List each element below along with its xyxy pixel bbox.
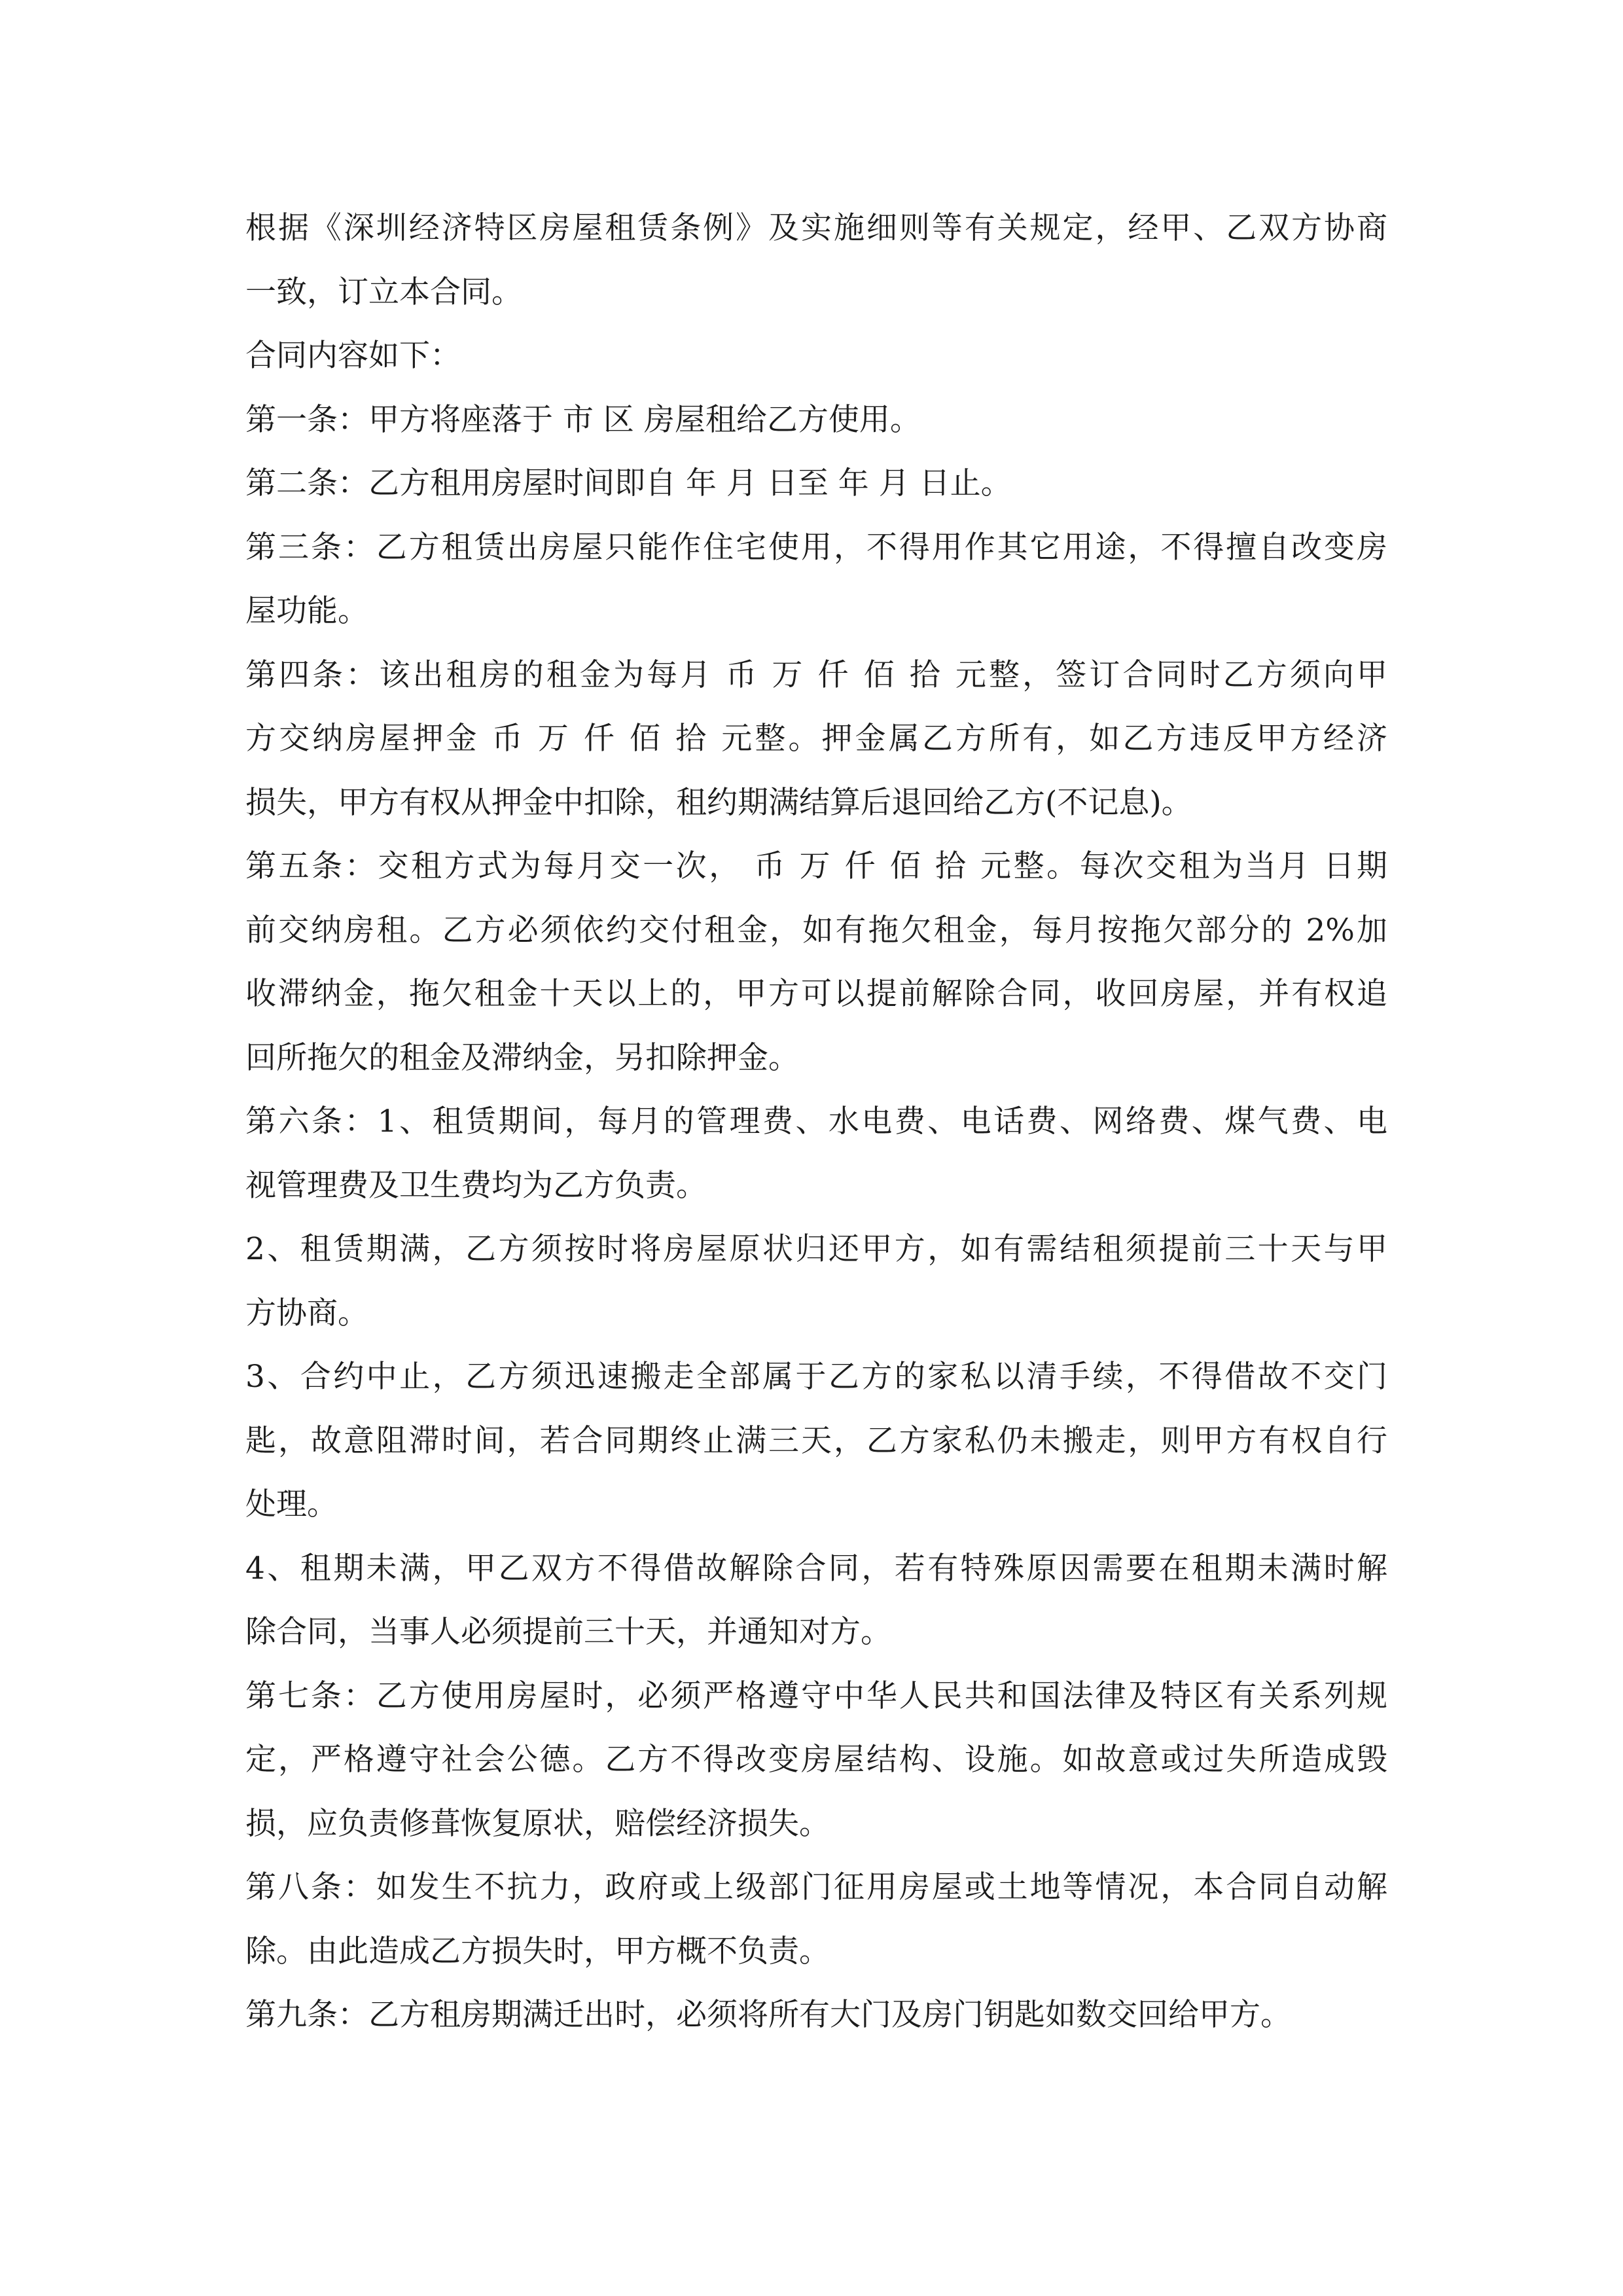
paragraph-line: 一致，订立本合同。 (245, 274, 522, 310)
paragraph-line: 屋功能。 (245, 593, 368, 629)
contract-paragraph (245, 1983, 1387, 2047)
paragraph-line: 收滞纳金，拖欠租金十天以上的，甲方可以提前解除合同，收回房屋，并有权追 (245, 976, 1387, 1012)
paragraph-line: 根据《深圳经济特区房屋租赁条例》及实施细则等有关规定，经甲、乙双方协商 (245, 210, 1387, 246)
contract-paragraph (245, 834, 1387, 1090)
contract-paragraph (245, 1345, 1387, 1537)
contract-paragraph (245, 1664, 1387, 1856)
contract-paragraph (245, 324, 1387, 388)
paragraph-line: 方协商。 (245, 1295, 368, 1331)
paragraph-line: 处理。 (245, 1486, 338, 1522)
paragraph-line: 定，严格遵守社会公德。乙方不得改变房屋结构、设施。如故意或过失所造成毁 (245, 1742, 1387, 1778)
paragraph-line: 回所拖欠的租金及滞纳金，另扣除押金。 (245, 1039, 799, 1076)
paragraph-line: 第三条：乙方租赁出房屋只能作住宅使用，不得用作其它用途，不得擅自改变房 (245, 529, 1387, 565)
contract-paragraph (245, 643, 1387, 835)
paragraph-line: 除合同，当事人必须提前三十天，并通知对方。 (245, 1614, 891, 1650)
paragraph-line: 除。由此造成乙方损失时，甲方概不负责。 (245, 1933, 830, 1969)
paragraph-line: 匙，故意阻滞时间，若合同期终止满三天，乙方家私仍未搬走，则甲方有权自行 (245, 1422, 1387, 1459)
contract-paragraph (245, 388, 1387, 452)
contract-paragraph (245, 452, 1387, 516)
contract-paragraph (245, 196, 1387, 324)
contract-paragraph (245, 1217, 1387, 1345)
paragraph-line: 3、合约中止，乙方须迅速搬走全部属于乙方的家私以清手续，不得借故不交门 (245, 1359, 1387, 1395)
paragraph-line: 方交纳房屋押金 币 万 仟 佰 拾 元整。押金属乙方所有，如乙方违反甲方经济 (245, 721, 1387, 757)
paragraph-line: 第八条：如发生不抗力，政府或上级部门征用房屋或土地等情况，本合同自动解 (245, 1869, 1387, 1905)
paragraph-line: 第二条：乙方租用房屋时间即自 年 月 日至 年 月 日止。 (245, 465, 1012, 501)
contract-paragraph (245, 516, 1387, 643)
paragraph-line: 第四条：该出租房的租金为每月 币 万 仟 佰 拾 元整，签订合同时乙方须向甲 (245, 656, 1387, 693)
paragraph-line: 损失，甲方有权从押金中扣除，租约期满结算后退回给乙方(不记息)。 (245, 784, 1192, 821)
contract-paragraph (245, 1537, 1387, 1664)
contract-paragraph (245, 1856, 1387, 1983)
paragraph-line: 第一条：甲方将座落于 市 区 房屋租给乙方使用。 (245, 401, 921, 438)
paragraph-line: 合同内容如下： (245, 338, 461, 374)
paragraph-line: 损，应负责修葺恢复原状，赔偿经济损失。 (245, 1805, 830, 1842)
paragraph-line: 前交纳房租。乙方必须依约交付租金，如有拖欠租金，每月按拖欠部分的 2%加 (245, 912, 1387, 948)
contract-body (245, 196, 1387, 2047)
paragraph-line: 第五条：交租方式为每月交一次， 币 万 仟 佰 拾 元整。每次交租为当月 日期 (245, 848, 1387, 884)
paragraph-line: 4、租期未满，甲乙双方不得借故解除合同，若有特殊原因需要在租期未满时解 (245, 1550, 1387, 1587)
paragraph-line: 视管理费及卫生费均为乙方负责。 (245, 1167, 707, 1204)
paragraph-line: 第六条：1、租赁期间，每月的管理费、水电费、电话费、网络费、煤气费、电 (245, 1103, 1387, 1139)
paragraph-line: 2、租赁期满，乙方须按时将房屋原状归还甲方，如有需结租须提前三十天与甲 (245, 1231, 1387, 1267)
paragraph-line: 第七条：乙方使用房屋时，必须严格遵守中华人民共和国法律及特区有关系列规 (245, 1677, 1387, 1714)
paragraph-line: 第九条：乙方租房期满迁出时，必须将所有大门及房门钥匙如数交回给甲方。 (245, 1997, 1291, 2033)
contract-paragraph (245, 1090, 1387, 1217)
